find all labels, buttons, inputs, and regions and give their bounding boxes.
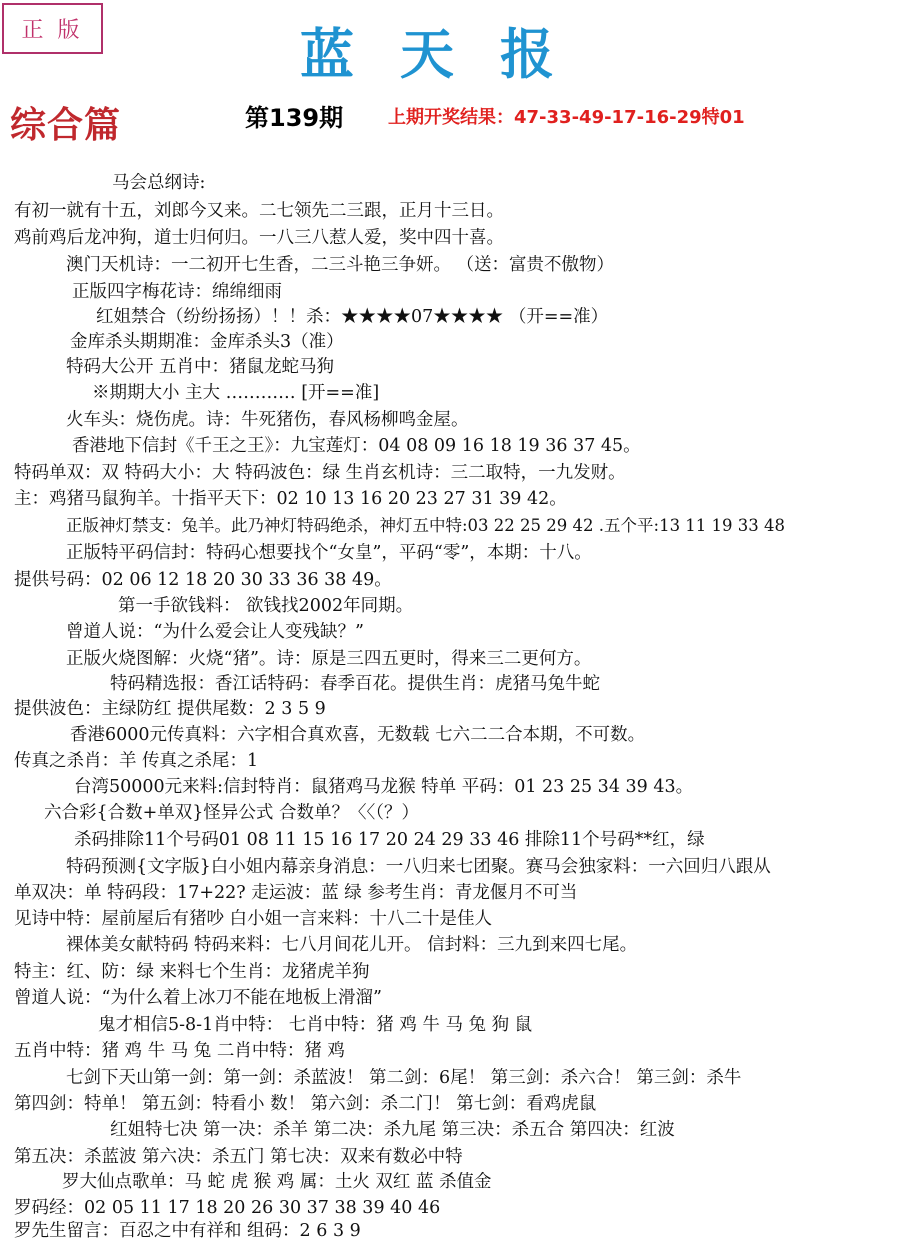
- text-line: 正版火烧图解：火烧“猪”。诗：原是三四五更时，得来三二更何方。: [66, 649, 592, 669]
- text-line: 提供号码：02 06 12 18 20 30 33 36 38 49。: [14, 570, 392, 590]
- last-draw-result: 上期开奖结果：47-33-49-17-16-29特01: [388, 107, 745, 128]
- text-line: 火车头：烧伤虎。诗：牛死猪伤，春风杨柳鸣金屋。: [66, 410, 469, 430]
- text-line: 六合彩{合数+单双}怪异公式 合数单？〈〈（？）: [44, 803, 419, 823]
- text-line: 特主：红、防：绿 来料七个生肖：龙猪虎羊狗: [14, 962, 370, 982]
- text-line: 第五决：杀蓝波 第六决：杀五门 第七决：双来有数必中特: [14, 1147, 463, 1167]
- text-line: 罗码经：02 05 11 17 18 20 26 30 37 38 39 40 46: [14, 1198, 441, 1218]
- text-line: 正版四字梅花诗：绵绵细雨: [72, 282, 282, 302]
- text-line: 台湾50000元来料:信封特肖：鼠猪鸡马龙猴 特单 平码：01 23 25 34 39 43。: [74, 777, 694, 797]
- genuine-stamp: 正版: [2, 3, 103, 54]
- text-line: 香港6000元传真料：六字相合真欢喜，无数载 七六二二合本期，不可数。: [70, 725, 646, 745]
- text-line: 提供波色：主绿防红 提供尾数：2 3 5 9: [14, 699, 326, 719]
- text-line: 澳门天机诗：一二初开七生香，二三斗艳三争妍。 （送：富贵不傲物）: [66, 255, 615, 275]
- text-line: 正版神灯禁支：兔羊。此乃神灯特码绝杀，神灯五中特:03 22 25 29 42 .五个平:13 11 19 33 48: [66, 516, 786, 535]
- text-line: 第一手欲钱料： 欲钱找2002年同期。: [118, 596, 414, 616]
- text-line: 特码单双：双 特码大小：大 特码波色：绿 生肖玄机诗：三二取特，一九发财。: [14, 463, 626, 483]
- text-line: 鸡前鸡后龙冲狗，道士归何归。一八三八惹人爱，奖中四十喜。: [14, 228, 504, 248]
- text-line: 特码精选报：香江话特码：春季百花。提供生肖：虎猪马兔牛蛇: [110, 674, 600, 694]
- text-line: 有初一就有十五，刘郎今又来。二七领先二三跟，正月十三日。: [14, 201, 504, 221]
- text-line: 单双决：单 特码段：17+22? 走运波：蓝 绿 参考生肖：青龙偃月不可当: [14, 883, 578, 903]
- text-line: 马会总纲诗:: [112, 173, 206, 193]
- text-line: 香港地下信封《千王之王》：九宝莲灯：04 08 09 16 18 19 36 37 45。: [72, 436, 641, 456]
- text-line: 红姐禁合（纷纷扬扬）！！杀：★★★★07★★★★ （开==准）: [96, 307, 609, 327]
- newspaper-title: 蓝天报: [300, 23, 600, 86]
- text-line: 杀码排除11个号码01 08 11 15 16 17 20 24 29 33 46 排除11个号码**红，绿: [74, 830, 705, 850]
- text-line: 传真之杀肖：羊 传真之杀尾：1: [14, 751, 259, 771]
- text-line: 鬼才相信5-8-1肖中特： 七肖中特：猪 鸡 牛 马 兔 狗 鼠: [98, 1015, 533, 1035]
- text-line: ※期期大小 主大 ………… [开==准]: [92, 383, 380, 403]
- text-line: 五肖中特：猪 鸡 牛 马 兔 二肖中特：猪 鸡: [14, 1041, 345, 1061]
- text-line: 裸体美女献特码 特码来料：七八月间花儿开。 信封料：三九到来四七尾。: [66, 935, 638, 955]
- text-line: 金库杀头期期准：金库杀头3（准）: [70, 332, 344, 352]
- issue-number: 第139期: [245, 104, 344, 132]
- text-line: 曾道人说：“为什么爱会让人变残缺？”: [66, 622, 364, 642]
- section-title: 综合篇: [10, 104, 122, 146]
- text-line: 主：鸡猪马鼠狗羊。十指平天下：02 10 13 16 20 23 27 31 39 42。: [14, 489, 567, 509]
- text-line: 特码大公开 五肖中：猪鼠龙蛇马狗: [66, 357, 335, 377]
- text-line: 特码预测{文字版}白小姐内幕亲身消息：一八归来七团聚。赛马会独家料：一六回归八跟从: [66, 857, 771, 877]
- text-line: 正版特平码信封：特码心想要找个“女皇”，平码“零”，本期：十八。: [66, 543, 592, 563]
- text-line: 红姐特七决 第一决：杀羊 第二决：杀九尾 第三决：杀五合 第四决：红波: [110, 1120, 675, 1140]
- text-line: 罗大仙点歌单：马 蛇 虎 猴 鸡 属：土火 双红 蓝 杀值金: [62, 1172, 492, 1192]
- text-line: 见诗中特：屋前屋后有猪吵 白小姐一言来料：十八二十是佳人: [14, 909, 493, 929]
- text-line: 七剑下天山第一剑：第一剑：杀蓝波！ 第二剑：6尾！ 第三剑：杀六合！ 第三剑：杀牛: [66, 1068, 742, 1088]
- text-line: 曾道人说：“为什么着上冰刀不能在地板上滑溜”: [14, 988, 382, 1008]
- text-line: 罗先生留言：百忍之中有祥和 组码：2 6 3 9: [14, 1221, 361, 1241]
- text-line: 第四剑：特单！ 第五剑：特看小 数！ 第六剑：杀二门！ 第七剑：看鸡虎鼠: [14, 1094, 597, 1114]
